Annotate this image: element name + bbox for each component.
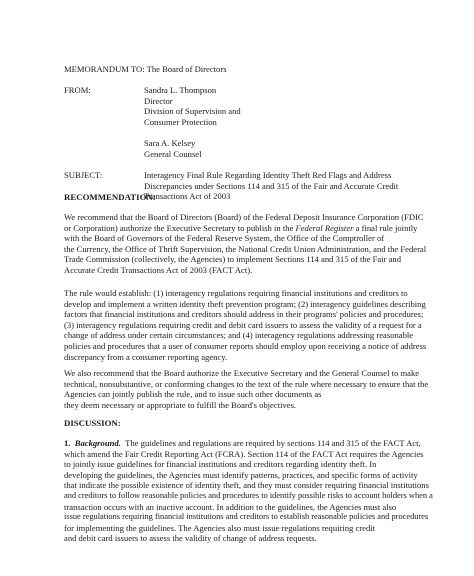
- paragraph-line: change of address under certain circumstances; and (4) interagency regulations addressing reasonable: [64, 330, 414, 341]
- paragraph-line: We also recommend that the Board authorize the Executive Secretary and the General Counsel to make: [64, 368, 420, 378]
- from-value: [144, 85, 434, 159]
- subject-line: Discrepancies under Sections 114 and 315 of the Fair and Accurate Credit: [144, 180, 399, 191]
- paragraph-line: Trade Commission (collectively, the Agencies) to implement Sections 114 and 315 of the Fair and: [64, 254, 402, 265]
- from-label: FROM:: [64, 85, 91, 96]
- recommendation-paragraph-2: [64, 288, 434, 362]
- paragraph-line: develop and implement a written identity theft prevention program; (2) interagency guidelines describing: [64, 298, 426, 309]
- paragraph-line: developing the guidelines, the Agencies must identify patterns, practices, and specific forms of activity: [64, 469, 418, 480]
- paragraph-line: technical, nonsubstantive, or conforming changes to the text of the rule where necessary to ensure that the: [64, 378, 429, 389]
- from-division: Division of Supervision and: [144, 106, 241, 117]
- memo-to-line: MEMORANDUM TO: The Board of Directors: [64, 64, 227, 74]
- from-title: Director: [144, 95, 173, 106]
- memo-header: [64, 64, 434, 202]
- paragraph-line: that indicate the possible existence of identity theft, and they must consider requiring financial institutions: [64, 480, 429, 491]
- discussion-heading: DISCUSSION:: [64, 418, 121, 428]
- from-name: Sandra L. Thompson: [144, 85, 217, 96]
- paragraph-line: they deem necessary or appropriate to fulfill the Board's objectives.: [64, 399, 297, 410]
- subject-value: [144, 170, 434, 202]
- paragraph-line: to jointly issue guidelines for financial institutions and creditors regarding identity theft. In: [64, 459, 377, 470]
- from-division-cont: Consumer Protection: [144, 116, 217, 127]
- item-title: Background.: [74, 438, 121, 448]
- recommendation-paragraph-3: [64, 368, 434, 410]
- paragraph-line: We recommend that the Board of Directors (Board) of the Federal Deposit Insurance Corporation (FDIC: [64, 212, 424, 222]
- paragraph-line: Agencies can jointly publish the rule, and to issue such other documents as: [64, 389, 322, 400]
- paragraph-line: discrepancy from a consumer reporting agency.: [64, 351, 228, 362]
- subject-line: Interagency Final Rule Regarding Identity Theft Red Flags and Address: [144, 169, 392, 180]
- paragraph-line: 1. Background. The guidelines and regulations are required by sections 114 and 315 of the FACT Act,: [64, 438, 421, 448]
- from2-title: General Counsel: [144, 148, 202, 159]
- federal-register-text: Federal Register: [295, 222, 354, 233]
- item-number: 1.: [64, 438, 71, 448]
- paragraph-line: policies and procedures that a user of consumer reports should employ upon receiving a notice of address: [64, 340, 427, 351]
- subject-label: SUBJECT:: [64, 169, 103, 180]
- paragraph-line: Accurate Credit Transactions Act of 2003 (FACT Act).: [64, 264, 253, 275]
- paragraph-line: with the Board of Governors of the Federal Reserve System, the Office of the Comptroller of: [64, 233, 385, 244]
- from-row: [64, 85, 434, 159]
- paragraph-line: and debit card issuers to assess the validity of change of address requests.: [64, 533, 317, 544]
- paragraph-line: factors that financial institutions and creditors should address in their programs' policies and procedures;: [64, 309, 424, 320]
- paragraph-line: issue regulations requiring financial institutions and creditors to establish reasonable policies and procedures: [64, 512, 429, 522]
- paragraph-line: The rule would establish: (1) interagency regulations requiring financial institutions and creditors to: [64, 288, 408, 298]
- paragraph-line: or Corporation) authorize the Executive Secretary to publish in the Federal Register a final rule jointly: [64, 222, 418, 233]
- discussion-paragraph-1: [64, 438, 434, 544]
- paragraph-line: transaction occurs with an inactive account. In addition to the guidelines, the Agencies must also: [64, 501, 397, 512]
- paragraph-line: for implementing the guidelines. The Agencies also must issue regulations requiring credit: [64, 522, 376, 533]
- paragraph-line: and creditors to follow reasonable policies and procedures to identify possible risks to account holders when a: [64, 490, 433, 500]
- paragraph-line: the Currency, the Office of Thrift Supervision, the National Credit Union Administration, and the Federal: [64, 243, 427, 254]
- recommendation-heading: RECOMMENDATION:: [64, 192, 156, 202]
- paragraph-line: which amend the Fair Credit Reporting Act (FCRA). Section 114 of the FACT Act requires the Agencies: [64, 448, 424, 459]
- subject-line: Transactions Act of 2003: [144, 191, 231, 202]
- from2-name: Sara A. Kelsey: [144, 138, 196, 149]
- paragraph-line: (3) interagency regulations requiring credit and debit card issuers to assess the validity of a request for a: [64, 319, 422, 330]
- recommendation-paragraph-1: [64, 212, 434, 276]
